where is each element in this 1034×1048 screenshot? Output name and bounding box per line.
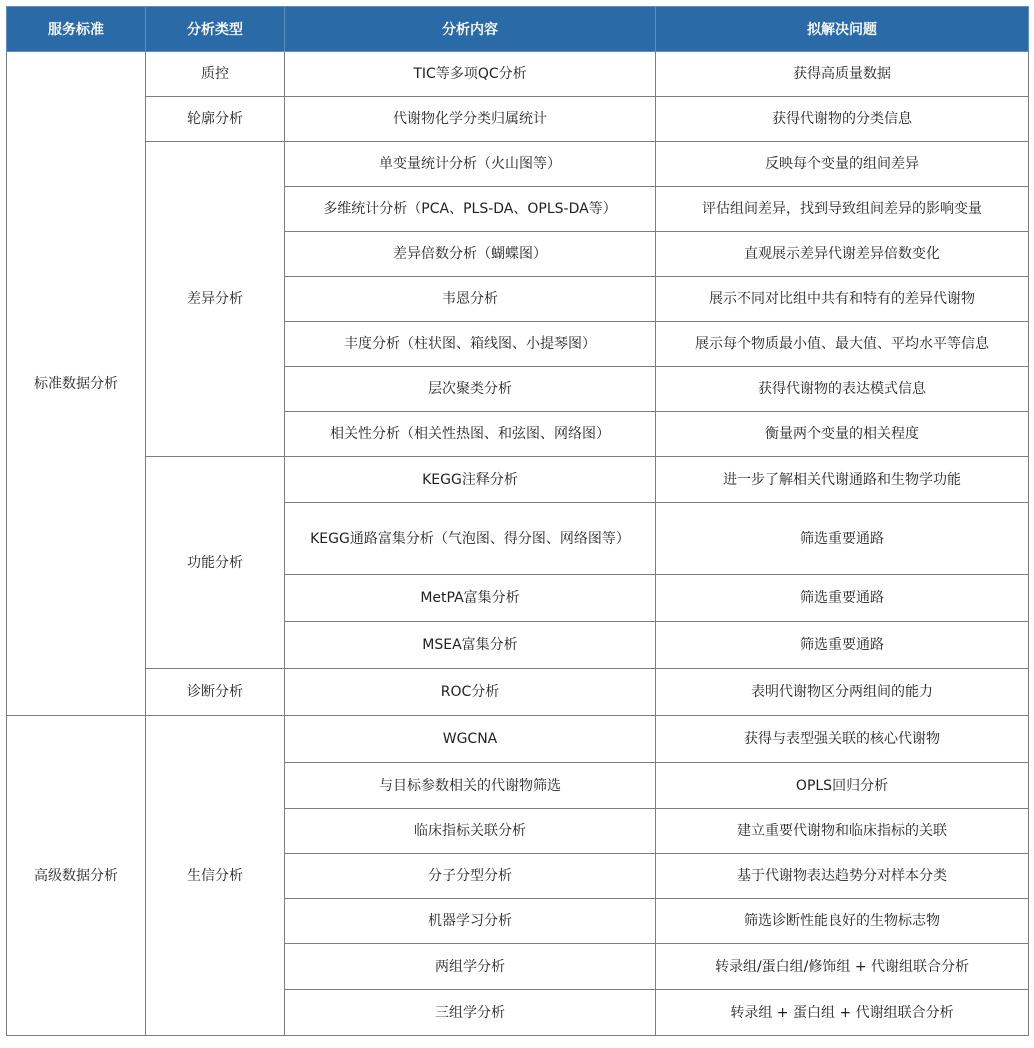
problem-cell: 筛选重要通路: [656, 503, 1029, 575]
table-row: [7, 142, 1029, 187]
analysis-content-cell: 与目标参数相关的代谢物筛选: [285, 763, 656, 809]
header-analysis-content: 分析内容: [285, 7, 656, 52]
header-row: [7, 7, 1029, 52]
analysis-type-cell: 质控: [146, 52, 285, 97]
table-row: [7, 97, 1029, 142]
header-service-standard: 服务标准: [7, 7, 146, 52]
analysis-content-cell: 多维统计分析（PCA、PLS-DA、OPLS-DA等）: [285, 187, 656, 232]
problem-cell: 筛选重要通路: [656, 622, 1029, 669]
analysis-content-cell: 韦恩分析: [285, 277, 656, 322]
problem-cell: 基于代谢物表达趋势分对样本分类: [656, 854, 1029, 899]
analysis-content-cell: 单变量统计分析（火山图等）: [285, 142, 656, 187]
analysis-content-cell: 三组学分析: [285, 990, 656, 1036]
table-row: [7, 716, 1029, 763]
analysis-content-cell: 丰度分析（柱状图、箱线图、小提琴图）: [285, 322, 656, 367]
analysis-content-cell: MSEA富集分析: [285, 622, 656, 669]
service-analysis-table: [6, 6, 1029, 1036]
problem-cell: 获得代谢物的表达模式信息: [656, 367, 1029, 412]
problem-cell: OPLS回归分析: [656, 763, 1029, 809]
analysis-type-cell: 生信分析: [146, 716, 285, 1036]
analysis-content-cell: TIC等多项QC分析: [285, 52, 656, 97]
problem-cell: 表明代谢物区分两组间的能力: [656, 669, 1029, 716]
analysis-content-cell: 两组学分析: [285, 944, 656, 990]
problem-cell: 直观展示差异代谢差异倍数变化: [656, 232, 1029, 277]
problem-cell: 获得代谢物的分类信息: [656, 97, 1029, 142]
service-standard-cell: 标准数据分析: [7, 52, 146, 716]
problem-cell: 获得高质量数据: [656, 52, 1029, 97]
analysis-content-cell: WGCNA: [285, 716, 656, 763]
problem-cell: 反映每个变量的组间差异: [656, 142, 1029, 187]
header-problem-solved: 拟解决问题: [656, 7, 1029, 52]
problem-cell: 筛选诊断性能良好的生物标志物: [656, 899, 1029, 944]
header-analysis-type: 分析类型: [146, 7, 285, 52]
problem-cell: 筛选重要通路: [656, 575, 1029, 622]
analysis-content-cell: 差异倍数分析（蝴蝶图）: [285, 232, 656, 277]
analysis-type-cell: 诊断分析: [146, 669, 285, 716]
analysis-content-cell: KEGG通路富集分析（气泡图、得分图、网络图等）: [285, 503, 656, 575]
analysis-type-cell: 轮廓分析: [146, 97, 285, 142]
analysis-type-cell: 功能分析: [146, 457, 285, 669]
problem-cell: 获得与表型强关联的核心代谢物: [656, 716, 1029, 763]
table-row: [7, 457, 1029, 503]
analysis-content-cell: 相关性分析（相关性热图、和弦图、网络图）: [285, 412, 656, 457]
analysis-content-cell: 代谢物化学分类归属统计: [285, 97, 656, 142]
problem-cell: 衡量两个变量的相关程度: [656, 412, 1029, 457]
analysis-content-cell: ROC分析: [285, 669, 656, 716]
problem-cell: 转录组/蛋白组/修饰组 + 代谢组联合分析: [656, 944, 1029, 990]
service-standard-cell: 高级数据分析: [7, 716, 146, 1036]
table-row: [7, 52, 1029, 97]
problem-cell: 展示不同对比组中共有和特有的差异代谢物: [656, 277, 1029, 322]
analysis-content-cell: 机器学习分析: [285, 899, 656, 944]
analysis-content-cell: KEGG注释分析: [285, 457, 656, 503]
analysis-content-cell: MetPA富集分析: [285, 575, 656, 622]
problem-cell: 建立重要代谢物和临床指标的关联: [656, 809, 1029, 854]
analysis-type-cell: 差异分析: [146, 142, 285, 457]
problem-cell: 转录组 + 蛋白组 + 代谢组联合分析: [656, 990, 1029, 1036]
problem-cell: 评估组间差异，找到导致组间差异的影响变量: [656, 187, 1029, 232]
table-row: [7, 669, 1029, 716]
analysis-content-cell: 分子分型分析: [285, 854, 656, 899]
analysis-content-cell: 临床指标关联分析: [285, 809, 656, 854]
analysis-content-cell: 层次聚类分析: [285, 367, 656, 412]
problem-cell: 进一步了解相关代谢通路和生物学功能: [656, 457, 1029, 503]
problem-cell: 展示每个物质最小值、最大值、平均水平等信息: [656, 322, 1029, 367]
